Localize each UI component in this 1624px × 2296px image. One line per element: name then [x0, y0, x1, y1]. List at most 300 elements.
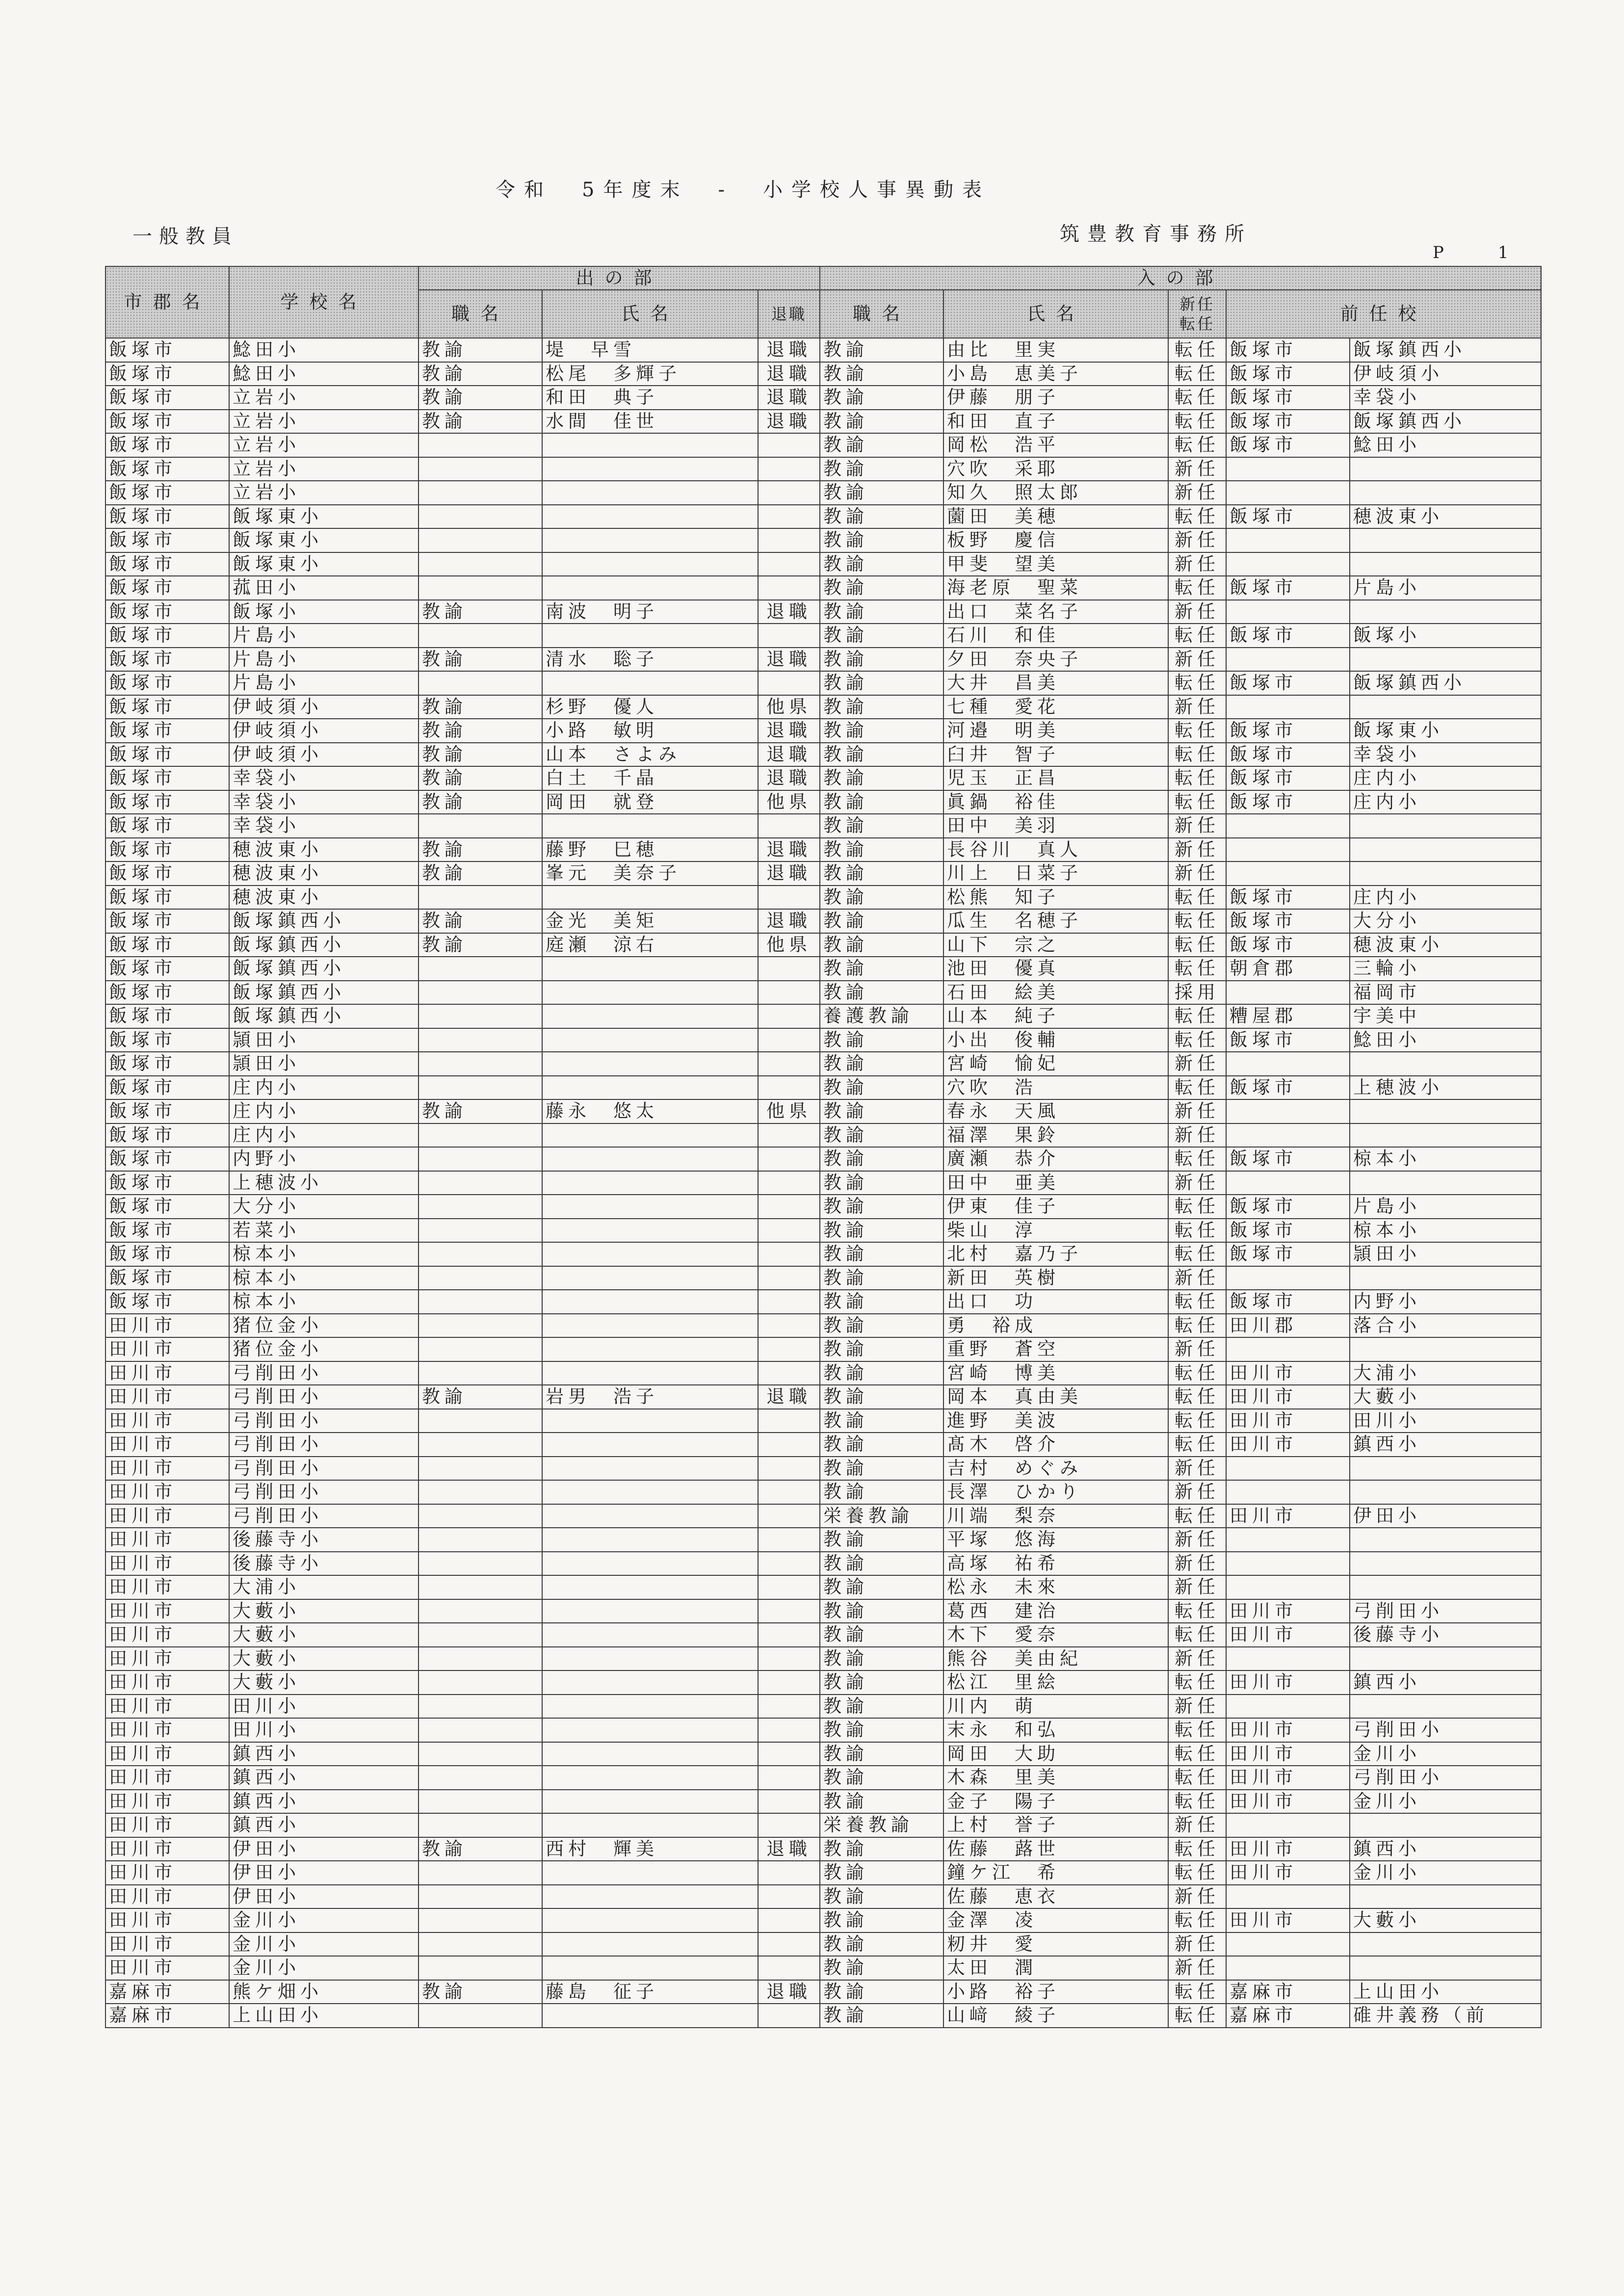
- cell-prev-city: 飯塚市: [1226, 410, 1350, 434]
- cell-prev-city: 飯塚市: [1226, 624, 1350, 648]
- cell-in-title: 教諭: [820, 1076, 943, 1100]
- table-row: [105, 1099, 1541, 1123]
- cell-city: 飯塚市: [105, 433, 229, 457]
- cell-out-name: [542, 1908, 758, 1932]
- table-row: [105, 576, 1541, 600]
- cell-out-reason: [758, 1885, 820, 1909]
- cell-in-name: 春永 天風: [943, 1099, 1168, 1123]
- cell-prev-city: 田川市: [1226, 1409, 1350, 1433]
- table-row: [105, 2004, 1541, 2028]
- cell-city: 飯塚市: [105, 981, 229, 1005]
- cell-in-title: 教諭: [820, 1837, 943, 1861]
- cell-city: 飯塚市: [105, 743, 229, 767]
- cell-in-type: 転任: [1168, 1980, 1226, 2004]
- cell-out-title: 教諭: [419, 695, 542, 719]
- cell-school: 立岩小: [229, 481, 419, 505]
- table-row: [105, 719, 1541, 743]
- cell-prev-school: [1350, 1480, 1541, 1504]
- page-number-value: 1: [1497, 243, 1509, 262]
- cell-city: 田川市: [105, 1480, 229, 1504]
- cell-prev-school: 鎮西小: [1350, 1670, 1541, 1695]
- cell-in-name: 長澤 ひかり: [943, 1480, 1168, 1504]
- cell-prev-city: 飯塚市: [1226, 909, 1350, 933]
- cell-in-name: 髙木 啓介: [943, 1433, 1168, 1457]
- cell-out-title: [419, 1790, 542, 1814]
- cell-out-reason: [758, 1433, 820, 1457]
- page-number: [1433, 243, 1509, 262]
- cell-in-type: 新任: [1168, 861, 1226, 886]
- cell-out-name: [542, 457, 758, 481]
- cell-in-name: 穴吹 浩: [943, 1076, 1168, 1100]
- cell-city: 飯塚市: [105, 576, 229, 600]
- cell-in-type: 新任: [1168, 528, 1226, 552]
- cell-prev-city: 飯塚市: [1226, 1242, 1350, 1266]
- cell-out-reason: [758, 1528, 820, 1552]
- cell-out-name: [542, 1742, 758, 1766]
- cell-in-type: 転任: [1168, 719, 1226, 743]
- table-row: [105, 1908, 1541, 1932]
- cell-prev-city: [1226, 1052, 1350, 1076]
- col-in-type-header: 新任 転任: [1168, 290, 1226, 338]
- cell-out-title: 教諭: [419, 338, 542, 362]
- cell-city: 飯塚市: [105, 600, 229, 624]
- cell-out-name: [542, 433, 758, 457]
- cell-in-name: 出口 功: [943, 1290, 1168, 1314]
- cell-prev-city: 飯塚市: [1226, 671, 1350, 695]
- cell-prev-city: 飯塚市: [1226, 1195, 1350, 1219]
- col-prev-school-header: 前任校: [1226, 290, 1541, 338]
- cell-in-title: 教諭: [820, 743, 943, 767]
- cell-prev-city: 田川市: [1226, 1623, 1350, 1647]
- cell-in-name: 高塚 祐希: [943, 1552, 1168, 1576]
- cell-out-title: [419, 1242, 542, 1266]
- cell-out-title: [419, 1647, 542, 1671]
- cell-in-type: 新任: [1168, 1932, 1226, 1957]
- cell-out-name: [542, 1575, 758, 1599]
- cell-out-title: [419, 1457, 542, 1481]
- cell-out-title: [419, 957, 542, 981]
- cell-out-title: [419, 1742, 542, 1766]
- cell-out-title: [419, 1528, 542, 1552]
- cell-prev-city: [1226, 481, 1350, 505]
- cell-out-title: [419, 1718, 542, 1742]
- cell-prev-school: 金川小: [1350, 1742, 1541, 1766]
- cell-in-type: 新任: [1168, 1813, 1226, 1837]
- cell-in-type: 新任: [1168, 1575, 1226, 1599]
- cell-in-name: 金子 陽子: [943, 1790, 1168, 1814]
- cell-in-name: 出口 菜名子: [943, 600, 1168, 624]
- table-row: [105, 1457, 1541, 1481]
- cell-in-title: 教諭: [820, 1647, 943, 1671]
- cell-in-name: 木下 愛奈: [943, 1623, 1168, 1647]
- cell-out-title: [419, 1004, 542, 1028]
- cell-out-name: 西村 輝美: [542, 1837, 758, 1861]
- cell-school: 飯塚鎮西小: [229, 957, 419, 981]
- cell-city: 飯塚市: [105, 1266, 229, 1290]
- cell-out-name: [542, 886, 758, 910]
- cell-in-type: 転任: [1168, 1076, 1226, 1100]
- cell-in-type: 新任: [1168, 1552, 1226, 1576]
- cell-city: 飯塚市: [105, 671, 229, 695]
- cell-in-name: 籾井 愛: [943, 1932, 1168, 1957]
- cell-city: 田川市: [105, 1766, 229, 1790]
- cell-out-name: [542, 481, 758, 505]
- cell-prev-city: 飯塚市: [1226, 362, 1350, 386]
- cell-school: 飯塚東小: [229, 505, 419, 529]
- cell-in-type: 転任: [1168, 1766, 1226, 1790]
- cell-in-name: 川内 萌: [943, 1695, 1168, 1719]
- cell-in-name: 薗田 美穂: [943, 505, 1168, 529]
- cell-prev-city: [1226, 861, 1350, 886]
- cell-school: 大藪小: [229, 1647, 419, 1671]
- table-row: [105, 481, 1541, 505]
- cell-out-title: 教諭: [419, 410, 542, 434]
- cell-in-type: 転任: [1168, 1314, 1226, 1338]
- cell-out-title: 教諭: [419, 861, 542, 886]
- cell-prev-school: 後藤寺小: [1350, 1623, 1541, 1647]
- cell-in-type: 転任: [1168, 1908, 1226, 1932]
- cell-out-name: [542, 1171, 758, 1195]
- cell-in-title: 教諭: [820, 1195, 943, 1219]
- cell-out-reason: 退職: [758, 909, 820, 933]
- cell-city: 飯塚市: [105, 1004, 229, 1028]
- cell-school: 上穂波小: [229, 1171, 419, 1195]
- cell-prev-city: 田川市: [1226, 1504, 1350, 1528]
- cell-prev-school: 三輪小: [1350, 957, 1541, 981]
- cell-prev-school: 大浦小: [1350, 1361, 1541, 1385]
- cell-school: 伊田小: [229, 1861, 419, 1885]
- cell-prev-school: [1350, 457, 1541, 481]
- cell-in-type: 転任: [1168, 1790, 1226, 1814]
- cell-out-name: [542, 1528, 758, 1552]
- group-out-header: 出の部: [419, 266, 820, 290]
- cell-out-title: [419, 528, 542, 552]
- cell-out-reason: [758, 1337, 820, 1361]
- cell-out-reason: 他県: [758, 695, 820, 719]
- cell-out-reason: [758, 1219, 820, 1243]
- cell-out-reason: [758, 1861, 820, 1885]
- table-row: [105, 505, 1541, 529]
- table-row: [105, 861, 1541, 886]
- cell-prev-city: 糟屋郡: [1226, 1004, 1350, 1028]
- table-row: [105, 1885, 1541, 1909]
- cell-prev-school: [1350, 1099, 1541, 1123]
- cell-school: 大浦小: [229, 1575, 419, 1599]
- cell-prev-city: 飯塚市: [1226, 1219, 1350, 1243]
- cell-in-type: 新任: [1168, 552, 1226, 576]
- cell-in-type: 転任: [1168, 433, 1226, 457]
- cell-out-title: 教諭: [419, 1837, 542, 1861]
- cell-in-type: 新任: [1168, 1480, 1226, 1504]
- cell-school: 金川小: [229, 1908, 419, 1932]
- cell-school: 飯塚東小: [229, 528, 419, 552]
- cell-in-title: 教諭: [820, 1409, 943, 1433]
- cell-city: 嘉麻市: [105, 1980, 229, 2004]
- cell-school: 金川小: [229, 1956, 419, 1980]
- cell-school: 穂波東小: [229, 838, 419, 862]
- cell-in-type: 転任: [1168, 957, 1226, 981]
- cell-out-title: [419, 1433, 542, 1457]
- cell-in-type: 新任: [1168, 1457, 1226, 1481]
- cell-prev-school: [1350, 838, 1541, 862]
- cell-prev-city: [1226, 457, 1350, 481]
- cell-out-reason: [758, 528, 820, 552]
- table-row: [105, 1385, 1541, 1409]
- cell-city: 飯塚市: [105, 933, 229, 957]
- cell-city: 飯塚市: [105, 1052, 229, 1076]
- cell-in-type: 転任: [1168, 933, 1226, 957]
- cell-city: 飯塚市: [105, 481, 229, 505]
- cell-in-type: 新任: [1168, 695, 1226, 719]
- cell-out-reason: [758, 552, 820, 576]
- cell-in-type: 転任: [1168, 505, 1226, 529]
- cell-prev-school: [1350, 1813, 1541, 1837]
- cell-in-type: 新任: [1168, 1695, 1226, 1719]
- cell-out-reason: [758, 1314, 820, 1338]
- cell-out-title: 教諭: [419, 790, 542, 814]
- cell-in-title: 教諭: [820, 1575, 943, 1599]
- cell-out-name: [542, 1623, 758, 1647]
- cell-out-title: [419, 1195, 542, 1219]
- cell-city: 田川市: [105, 1718, 229, 1742]
- cell-in-title: 教諭: [820, 528, 943, 552]
- cell-city: 飯塚市: [105, 838, 229, 862]
- cell-in-title: 教諭: [820, 1670, 943, 1695]
- cell-out-reason: [758, 457, 820, 481]
- cell-prev-school: 鯰田小: [1350, 1028, 1541, 1052]
- cell-out-reason: [758, 1718, 820, 1742]
- cell-in-type: 転任: [1168, 624, 1226, 648]
- cell-in-title: 教諭: [820, 457, 943, 481]
- table-row: [105, 1742, 1541, 1766]
- cell-city: 飯塚市: [105, 861, 229, 886]
- col-out-reason-header: 退職: [758, 290, 820, 338]
- cell-in-name: 吉村 めぐみ: [943, 1457, 1168, 1481]
- table-row: [105, 743, 1541, 767]
- cell-in-name: 田中 亜美: [943, 1171, 1168, 1195]
- title-era: 令和: [496, 179, 552, 201]
- cell-out-reason: [758, 1123, 820, 1148]
- table-row: [105, 362, 1541, 386]
- cell-prev-city: 飯塚市: [1226, 338, 1350, 362]
- cell-city: 田川市: [105, 1409, 229, 1433]
- cell-out-name: [542, 957, 758, 981]
- cell-school: 後藤寺小: [229, 1552, 419, 1576]
- cell-prev-school: 庄内小: [1350, 886, 1541, 910]
- cell-out-name: 山本 さよみ: [542, 743, 758, 767]
- cell-school: 片島小: [229, 671, 419, 695]
- cell-prev-school: [1350, 648, 1541, 672]
- cell-in-name: 上村 誉子: [943, 1813, 1168, 1837]
- cell-prev-city: [1226, 648, 1350, 672]
- table-row: [105, 1623, 1541, 1647]
- cell-out-name: [542, 1813, 758, 1837]
- cell-city: 田川市: [105, 1885, 229, 1909]
- cell-in-type: 転任: [1168, 743, 1226, 767]
- cell-prev-city: [1226, 1932, 1350, 1957]
- cell-in-type: 転任: [1168, 1504, 1226, 1528]
- cell-out-name: 小路 敏明: [542, 719, 758, 743]
- cell-in-name: 穴吹 采耶: [943, 457, 1168, 481]
- cell-school: 鯰田小: [229, 338, 419, 362]
- cell-prev-school: 内野小: [1350, 1290, 1541, 1314]
- cell-out-name: 杉野 優人: [542, 695, 758, 719]
- cell-school: 鎮西小: [229, 1790, 419, 1814]
- cell-out-title: 教諭: [419, 1099, 542, 1123]
- cell-out-reason: 退職: [758, 1837, 820, 1861]
- cell-in-type: 転任: [1168, 1409, 1226, 1433]
- cell-prev-city: [1226, 1552, 1350, 1576]
- cell-in-type: 新任: [1168, 600, 1226, 624]
- cell-in-name: 松熊 知子: [943, 886, 1168, 910]
- cell-prev-school: [1350, 481, 1541, 505]
- cell-city: 田川市: [105, 1575, 229, 1599]
- cell-out-name: [542, 552, 758, 576]
- cell-prev-school: [1350, 1575, 1541, 1599]
- cell-school: 伊岐須小: [229, 743, 419, 767]
- table-row: [105, 1409, 1541, 1433]
- cell-school: 庄内小: [229, 1099, 419, 1123]
- cell-in-name: 鐘ケ江 希: [943, 1861, 1168, 1885]
- cell-out-reason: [758, 1552, 820, 1576]
- cell-prev-school: 金川小: [1350, 1790, 1541, 1814]
- cell-school: 穂波東小: [229, 886, 419, 910]
- cell-in-type: 新任: [1168, 457, 1226, 481]
- cell-prev-city: [1226, 1266, 1350, 1290]
- cell-in-name: 重野 蒼空: [943, 1337, 1168, 1361]
- cell-in-title: 教諭: [820, 648, 943, 672]
- cell-in-title: 教諭: [820, 1528, 943, 1552]
- cell-city: 田川市: [105, 1599, 229, 1623]
- cell-prev-school: 大分小: [1350, 909, 1541, 933]
- cell-out-name: 岩男 浩子: [542, 1385, 758, 1409]
- cell-in-name: 眞鍋 裕佳: [943, 790, 1168, 814]
- cell-out-name: [542, 1766, 758, 1790]
- cell-out-title: [419, 1670, 542, 1695]
- cell-out-reason: 他県: [758, 1099, 820, 1123]
- cell-in-name: 由比 里実: [943, 338, 1168, 362]
- cell-out-reason: [758, 1361, 820, 1385]
- cell-out-name: [542, 1956, 758, 1980]
- cell-out-name: [542, 1861, 758, 1885]
- cell-out-reason: [758, 814, 820, 838]
- table-row: [105, 1480, 1541, 1504]
- cell-in-type: 転任: [1168, 338, 1226, 362]
- cell-in-type: 新任: [1168, 1885, 1226, 1909]
- cell-in-title: 教諭: [820, 886, 943, 910]
- cell-out-title: [419, 1028, 542, 1052]
- cell-prev-school: 落合小: [1350, 1314, 1541, 1338]
- cell-in-title: 教諭: [820, 1433, 943, 1457]
- cell-prev-city: 嘉麻市: [1226, 2004, 1350, 2028]
- table-row: [105, 1766, 1541, 1790]
- cell-in-title: 教諭: [820, 909, 943, 933]
- cell-school: 大藪小: [229, 1623, 419, 1647]
- cell-city: 田川市: [105, 1433, 229, 1457]
- cell-prev-school: 幸袋小: [1350, 743, 1541, 767]
- cell-in-type: 新任: [1168, 1956, 1226, 1980]
- cell-in-title: 教諭: [820, 1695, 943, 1719]
- cell-school: 田川小: [229, 1718, 419, 1742]
- cell-out-reason: [758, 1575, 820, 1599]
- cell-in-title: 教諭: [820, 1028, 943, 1052]
- cell-city: 飯塚市: [105, 909, 229, 933]
- cell-out-name: [542, 1290, 758, 1314]
- cell-in-type: 転任: [1168, 1670, 1226, 1695]
- cell-in-name: 太田 潤: [943, 1956, 1168, 1980]
- cell-out-name: [542, 1457, 758, 1481]
- cell-out-reason: 退職: [758, 719, 820, 743]
- cell-school: 飯塚鎮西小: [229, 909, 419, 933]
- table-row: [105, 457, 1541, 481]
- cell-city: 田川市: [105, 1361, 229, 1385]
- table-row: [105, 838, 1541, 862]
- cell-out-name: [542, 1932, 758, 1957]
- cell-in-name: 進野 美波: [943, 1409, 1168, 1433]
- cell-prev-school: 碓井義務（前: [1350, 2004, 1541, 2028]
- cell-prev-city: 飯塚市: [1226, 933, 1350, 957]
- cell-prev-school: [1350, 861, 1541, 886]
- cell-out-reason: 退職: [758, 338, 820, 362]
- cell-city: 田川市: [105, 1813, 229, 1837]
- table-row: [105, 1837, 1541, 1861]
- table-row: [105, 1123, 1541, 1148]
- cell-in-title: 教諭: [820, 386, 943, 410]
- cell-prev-school: [1350, 528, 1541, 552]
- cell-prev-city: 飯塚市: [1226, 743, 1350, 767]
- cell-prev-school: 椋本小: [1350, 1219, 1541, 1243]
- table-row: [105, 1980, 1541, 2004]
- cell-prev-school: [1350, 600, 1541, 624]
- cell-in-name: 瓜生 名穂子: [943, 909, 1168, 933]
- cell-school: 頴田小: [229, 1028, 419, 1052]
- cell-prev-school: [1350, 1956, 1541, 1980]
- cell-in-title: 教諭: [820, 1337, 943, 1361]
- cell-out-title: 教諭: [419, 1980, 542, 2004]
- cell-out-name: [542, 1076, 758, 1100]
- cell-out-name: [542, 1266, 758, 1290]
- cell-out-name: [542, 981, 758, 1005]
- cell-out-reason: [758, 1147, 820, 1171]
- cell-prev-school: 鎮西小: [1350, 1837, 1541, 1861]
- cell-in-type: 転任: [1168, 1623, 1226, 1647]
- cell-in-title: 教諭: [820, 1932, 943, 1957]
- cell-out-reason: 退職: [758, 648, 820, 672]
- cell-prev-school: 飯塚東小: [1350, 719, 1541, 743]
- cell-city: 田川市: [105, 1861, 229, 1885]
- cell-prev-school: [1350, 1885, 1541, 1909]
- cell-in-type: 転任: [1168, 909, 1226, 933]
- cell-prev-school: [1350, 1337, 1541, 1361]
- cell-in-name: 和田 直子: [943, 410, 1168, 434]
- cell-in-name: 夕田 奈央子: [943, 648, 1168, 672]
- cell-in-title: 教諭: [820, 1956, 943, 1980]
- cell-out-reason: 他県: [758, 790, 820, 814]
- cell-out-reason: 退職: [758, 1980, 820, 2004]
- group-in-header: 入の部: [820, 266, 1541, 290]
- cell-out-reason: [758, 1956, 820, 1980]
- cell-in-type: 転任: [1168, 1718, 1226, 1742]
- cell-out-name: [542, 528, 758, 552]
- cell-out-reason: 退職: [758, 386, 820, 410]
- cell-prev-school: [1350, 814, 1541, 838]
- col-out-title-header: 職名: [419, 290, 542, 338]
- table-row: [105, 1219, 1541, 1243]
- cell-in-name: 長谷川 真人: [943, 838, 1168, 862]
- cell-out-name: [542, 1480, 758, 1504]
- cell-out-name: [542, 1361, 758, 1385]
- cell-in-type: 転任: [1168, 1837, 1226, 1861]
